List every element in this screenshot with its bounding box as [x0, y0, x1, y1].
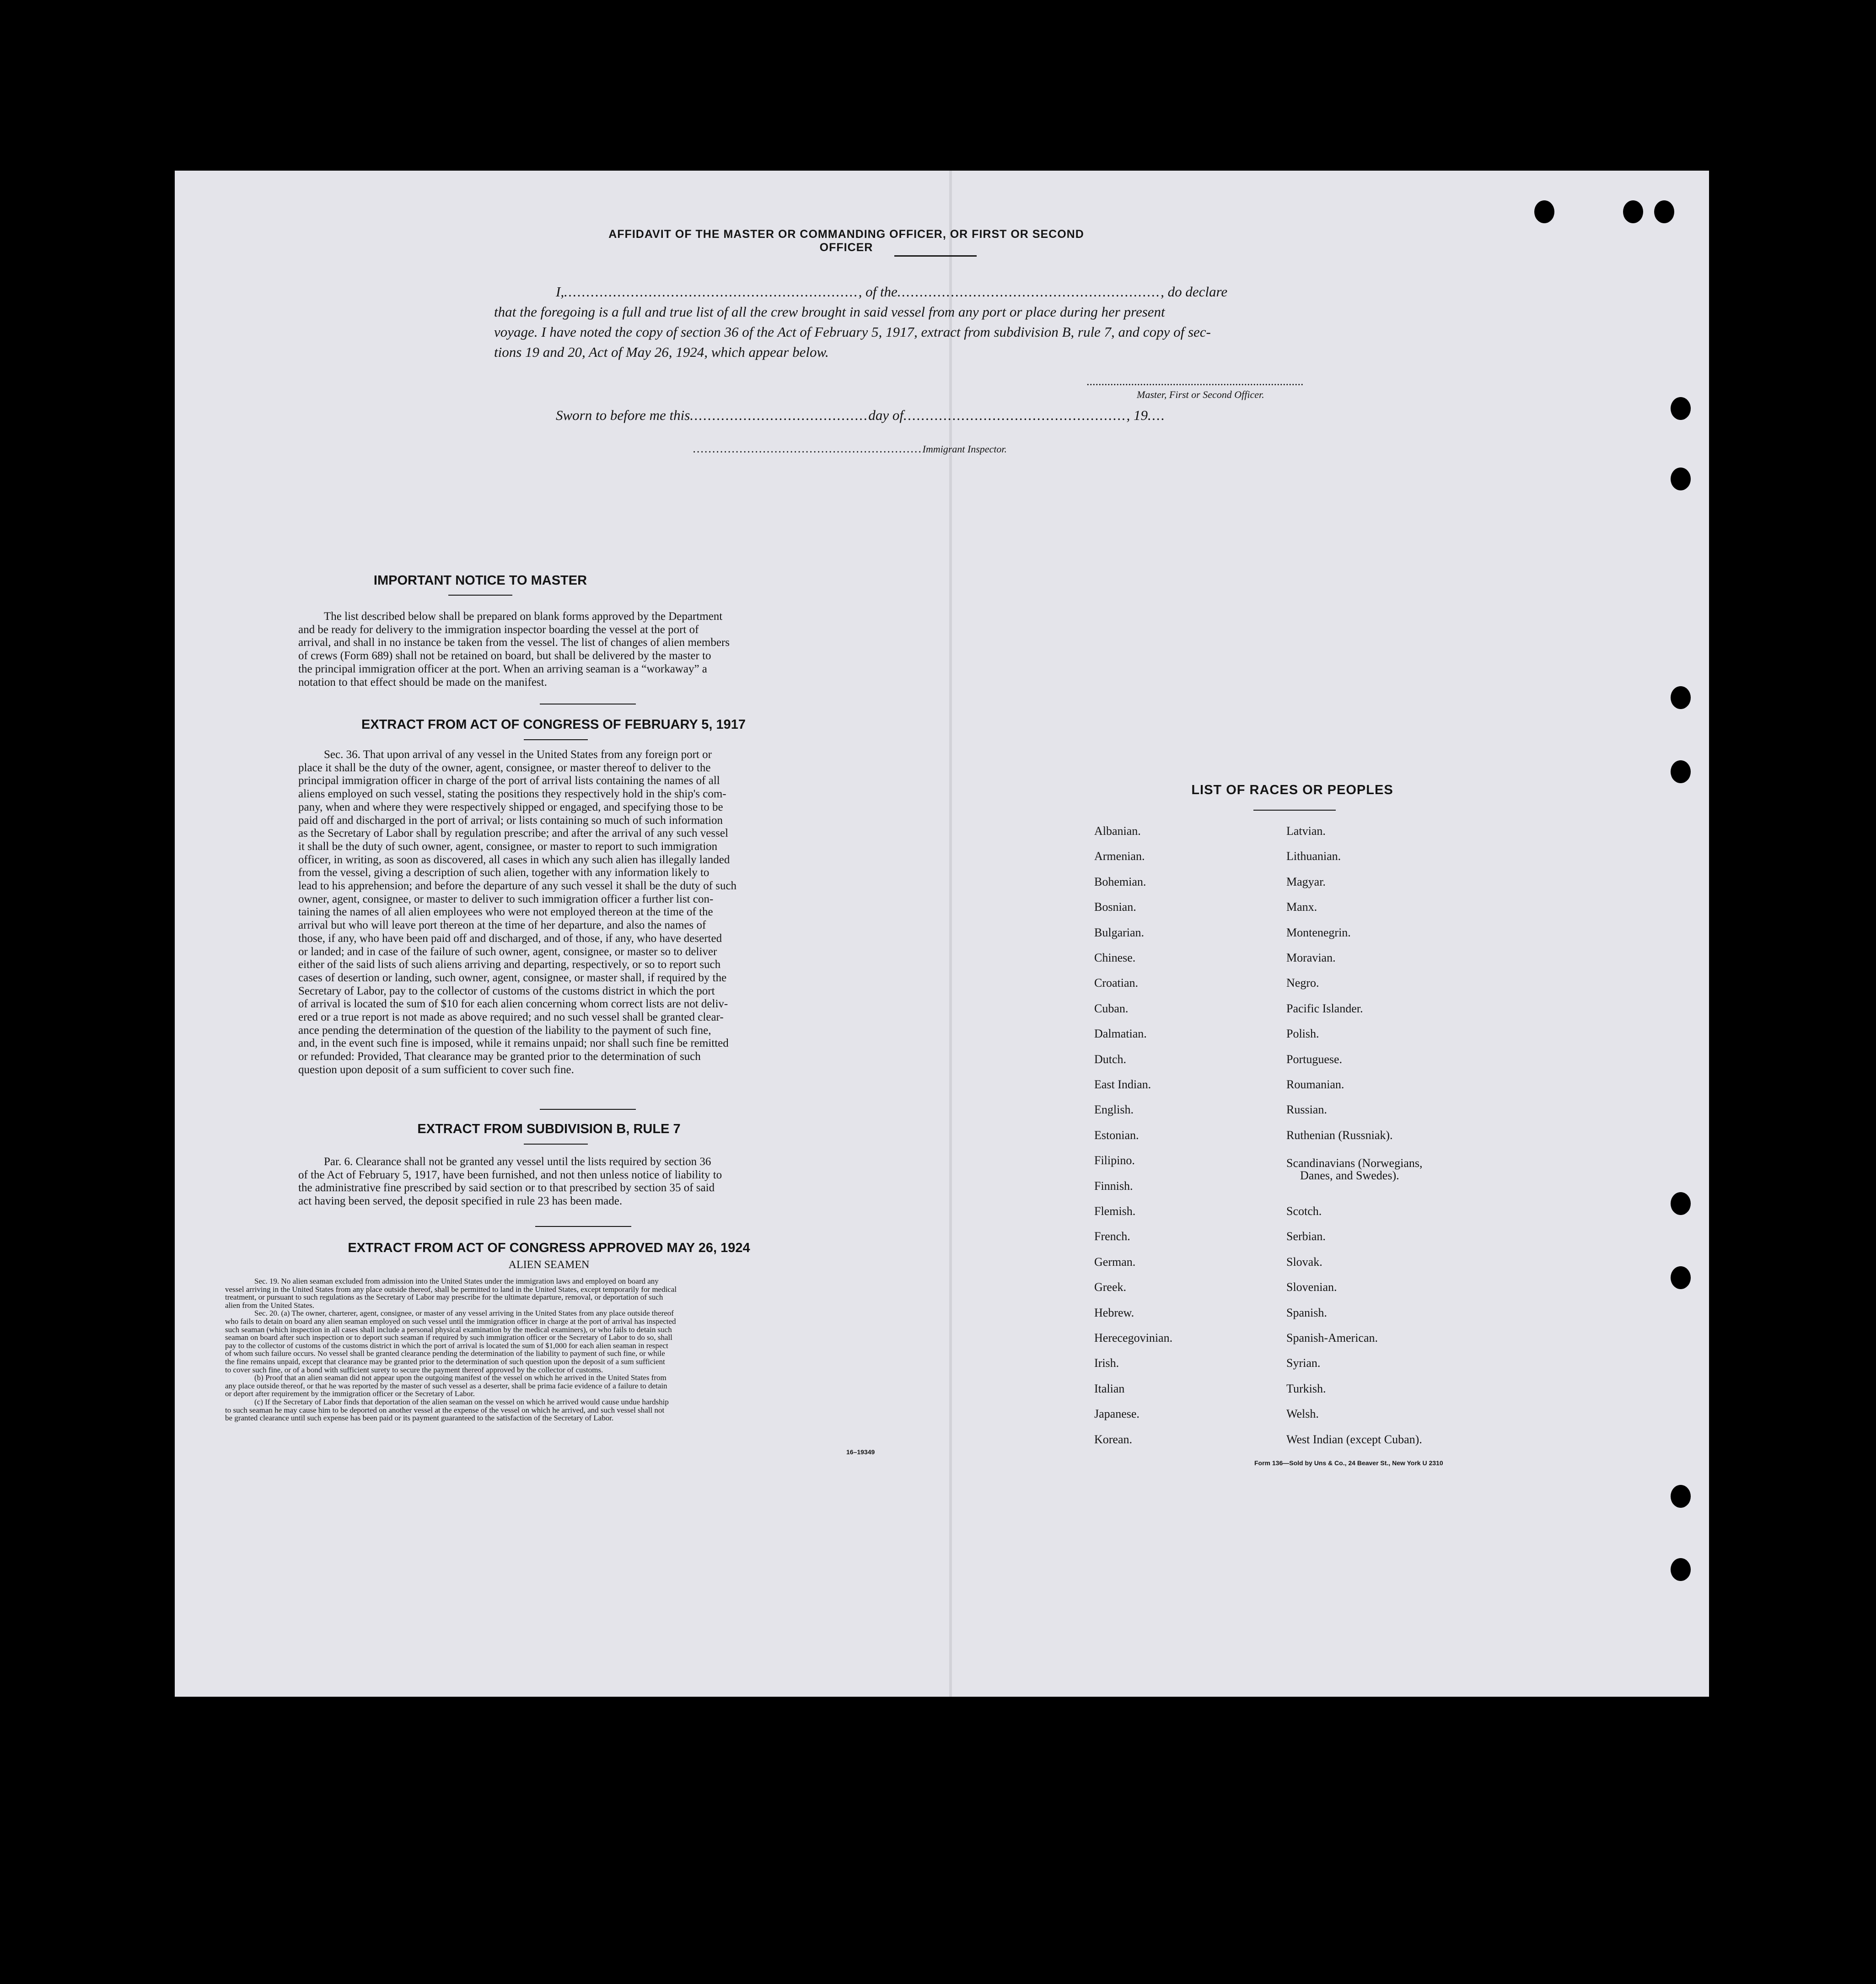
race-item: Montenegrin.	[1286, 925, 1351, 939]
binder-hole	[1671, 1558, 1691, 1581]
act-1917-line: question upon deposit of a sum sufficient to cover such fine.	[298, 1063, 574, 1076]
inspector-signature-blank: ...........................................................	[693, 442, 923, 455]
race-item: Bohemian.	[1094, 875, 1146, 888]
act-1917-line: it shall be the duty of such owner, agent, consignee, or master to report to such immigration	[298, 840, 718, 853]
race-item: Japanese.	[1094, 1407, 1140, 1421]
binder-hole	[1534, 200, 1554, 223]
race-item: Dalmatian.	[1094, 1027, 1147, 1041]
race-item: Welsh.	[1286, 1407, 1319, 1421]
act-1924-line: any place outside thereof, or that he was reported by the master of such vessel as a deserter, shall be prima facie evidence of a failure to detain	[225, 1381, 667, 1390]
page-fold	[949, 171, 952, 1697]
declare-text: , do declare	[1161, 284, 1228, 300]
act-1917-line: or landed; and in case of the failure of such owner, agent, consignee, or master so to deliver	[298, 945, 717, 958]
affidavit-title: AFFIDAVIT OF THE MASTER OR COMMANDING OFFICER, OR FIRST OR SECOND OFFICER	[608, 228, 1084, 254]
form-code: 16–19349	[846, 1448, 875, 1456]
race-item: Manx.	[1286, 900, 1317, 914]
section-divider	[535, 1226, 631, 1227]
race-item: Hebrew.	[1094, 1306, 1134, 1319]
race-item: Russian.	[1286, 1103, 1327, 1117]
race-item: Spanish-American.	[1286, 1331, 1378, 1344]
vessel-position-blank: ...........................................................	[897, 284, 1161, 300]
year-prefix: , 19	[1126, 407, 1148, 423]
binder-hole	[1671, 686, 1691, 709]
race-item: German.	[1094, 1255, 1136, 1269]
rule-7-line: act having been served, the deposit specified in rule 23 has been made.	[298, 1195, 623, 1208]
notice-line: and be ready for delivery to the immigration inspector boarding the vessel at the port of	[298, 623, 699, 636]
inspector-label: Immigrant Inspector.	[922, 443, 1007, 455]
declaration-line-1	[556, 282, 1227, 302]
act-1917-line: officer, in writing, as soon as discovered, all cases in which any such alien has illegally landed	[298, 853, 730, 866]
race-item: East Indian.	[1094, 1078, 1151, 1091]
race-item: Herecegovinian.	[1094, 1331, 1173, 1344]
act-1924-line: to cover such fine, or of a bond with sufficient surety to secure the payment thereof approved by the collector of customs.	[225, 1365, 603, 1374]
race-item: Slovenian.	[1286, 1280, 1337, 1294]
declarant-prefix: I,	[556, 284, 564, 300]
act-1924-line: of whom such failure occurs. No vessel shall be granted clearance pending the determination of the liability to payment of such fine, or while	[225, 1349, 665, 1358]
race-item: West Indian (except Cuban).	[1286, 1432, 1422, 1446]
race-item: Pacific Islander.	[1286, 1001, 1363, 1015]
inspector-line	[693, 442, 1007, 456]
act-1917-line: ance pending the determination of the question of the liability to the payment of such fine,	[298, 1024, 711, 1037]
act-1917-title: EXTRACT FROM ACT OF CONGRESS OF FEBRUARY 5, 1917	[361, 717, 746, 732]
binder-hole	[1671, 468, 1691, 490]
master-signature-line: .........................................................................	[1086, 375, 1304, 388]
notice-text	[298, 610, 813, 689]
race-item: Irish.	[1094, 1356, 1119, 1370]
title-underline	[894, 255, 977, 257]
sworn-day-blank: ........................................	[690, 407, 869, 423]
race-item: Magyar.	[1286, 875, 1326, 888]
act-1917-line: ered or a true report is not made as above required; and no such vessel shall be granted clear-	[298, 1011, 724, 1024]
act-1924-line: (c) If the Secretary of Labor finds that deportation of the alien seaman on the vessel on which he arrived would cause undue hardship	[254, 1397, 669, 1406]
act-1917-text	[298, 748, 813, 1077]
act-1917-line: aliens employed on such vessel, stating the positions they respectively hold in the ship's com-	[298, 788, 726, 801]
race-item: Polish.	[1286, 1027, 1319, 1041]
declaration-line-4: tions 19 and 20, Act of May 26, 1924, which appear below.	[494, 344, 829, 360]
binder-hole	[1671, 397, 1691, 420]
notice-title: IMPORTANT NOTICE TO MASTER	[373, 573, 587, 588]
act-1924-title: EXTRACT FROM ACT OF CONGRESS APPROVED MAY 26, 1924	[348, 1241, 750, 1255]
rule-7-line: Par. 6. Clearance shall not be granted any vessel until the lists required by section 36	[324, 1156, 711, 1168]
rule-7-title-rule	[524, 1144, 588, 1145]
act-1924-line: be granted clearance until such expense has been paid or its payment guaranteed to the satisfaction of the Secretary of Labor.	[225, 1414, 614, 1423]
race-item: Albanian.	[1094, 824, 1141, 838]
declaration-line-3: voyage. I have noted the copy of section 36 of the Act of February 5, 1917, extract from subdivision B, rule 7, and copy of sec-	[494, 324, 1211, 340]
race-item: Korean.	[1094, 1432, 1133, 1446]
act-1924-text	[225, 1277, 882, 1422]
act-1917-line: or refunded: Provided, That clearance may be granted prior to the determination of such	[298, 1050, 701, 1063]
race-item: English.	[1094, 1103, 1134, 1117]
act-1924-line: alien from the United States.	[225, 1301, 314, 1310]
race-item: Armenian.	[1094, 850, 1145, 863]
notice-line: of crews (Form 689) shall not be retained on board, but shall be delivered by the master to	[298, 650, 711, 662]
act-1917-line: as the Secretary of Labor shall by regulation prescribe; and after the arrival of any such vessel	[298, 827, 728, 840]
race-item: Serbian.	[1286, 1230, 1326, 1243]
rule-7-line: the administrative fine prescribed by said section or to that prescribed by section 35 of said	[298, 1182, 715, 1194]
race-item: Dutch.	[1094, 1052, 1127, 1066]
race-item: Greek.	[1094, 1280, 1127, 1294]
declaration-line-2: that the foregoing is a full and true list of all the crew brought in said vessel from any port or place during her present	[494, 304, 1165, 320]
act-1924-line: treatment, or pursuant to such regulations as the Secretary of Labor may prescribe for the ultimate departure, removal, or deportation of such	[225, 1293, 663, 1302]
race-item: Turkish.	[1286, 1382, 1326, 1395]
binder-hole	[1623, 200, 1643, 223]
race-item: Spanish.	[1286, 1306, 1327, 1319]
act-1924-line: to such seaman he may cause him to be deported on another vessel at the expense of the vessel on which he arrived, and such vessel shall not	[225, 1405, 665, 1414]
race-item: Ruthenian (Russniak).	[1286, 1128, 1393, 1142]
race-item: Finnish.	[1094, 1179, 1133, 1193]
act-1917-line: those, if any, who have been paid off and discharged, and of those, if any, who have deserted	[298, 932, 722, 945]
act-1924-line: Sec. 19. No alien seaman excluded from admission into the United States under the immigration laws and employed on board any	[254, 1277, 659, 1285]
notice-line: notation to that effect should be made on the manifest.	[298, 676, 547, 688]
sworn-year-blank: ....	[1147, 407, 1166, 423]
binder-hole	[1671, 760, 1691, 783]
race-item: Roumanian.	[1286, 1078, 1344, 1091]
race-item: Croatian.	[1094, 976, 1139, 990]
act-1917-line: Secretary of Labor, pay to the collector of customs of the customs district in which the port	[298, 984, 715, 997]
sworn-month-blank: ..................................................	[903, 407, 1127, 423]
race-item: Chinese.	[1094, 951, 1136, 964]
race-item: Syrian.	[1286, 1356, 1321, 1370]
form-footer: Form 136—Sold by Uns & Co., 24 Beaver St., New York U 2310	[1254, 1459, 1443, 1467]
act-1917-line: of arrival is located the sum of $10 for each alien concerning whom correct lists are not deliv-	[298, 998, 728, 1011]
notice-line: the principal immigration officer at the port. When an arriving seaman is a “workaway” a	[298, 662, 707, 675]
act-1924-line: pay to the collector of customs of the customs district in which the port of arrival is located the sum of $1,000 for each alien seaman in respect	[225, 1341, 668, 1350]
race-item: Scandinavians (Norwegians,	[1286, 1156, 1423, 1170]
act-1917-line: taining the names of all alien employees who were not employed thereon at the time of the	[298, 906, 713, 919]
race-item: Cuban.	[1094, 1001, 1129, 1015]
sworn-text: Sworn to before me this	[556, 407, 690, 423]
act-1924-line: who fails to detain on board any alien seaman employed on such vessel until the immigration officer in charge at the port of arrival has inspected	[225, 1317, 676, 1326]
act-1917-line: owner, agent, consignee, or master to deliver to such immigration officer a further list con-	[298, 893, 714, 905]
rule-7-text	[298, 1156, 813, 1208]
act-1924-line: Sec. 20. (a) The owner, charterer, agent, consignee, or master of any vessel arriving in the United States from any place outside thereof	[254, 1309, 674, 1318]
act-1924-line: (b) Proof that an alien seaman did not appear upon the outgoing manifest of the vessel on which he arrived in the United States from	[254, 1373, 667, 1382]
act-1917-line: cases of desertion or landing, such owner, agent, consignee, or master shall, if required by the	[298, 971, 727, 984]
act-1917-title-rule	[524, 739, 588, 740]
section-divider	[540, 1109, 636, 1110]
race-item: Negro.	[1286, 976, 1319, 990]
act-1917-line: arrival but who will leave port thereon at the time of her departure, and also the names of	[298, 919, 706, 932]
race-item: Slovak.	[1286, 1255, 1322, 1269]
race-item: Lithuanian.	[1286, 850, 1341, 863]
act-1924-line: or deport after requirement by the immigration officer or the Secretary of Labor.	[225, 1389, 475, 1398]
binder-hole	[1671, 1266, 1691, 1289]
master-signature-label: Master, First or Second Officer.	[1137, 389, 1264, 400]
act-1917-line: paid off and discharged in the port of arrival; or lists containing so much of such information	[298, 814, 723, 827]
races-title: LIST OF RACES OR PEOPLES	[1191, 783, 1393, 797]
day-of-text: day of	[868, 407, 903, 423]
act-1917-line: and, in the event such fine is imposed, while it remains unpaid; nor shall such fine be remitted	[298, 1037, 729, 1050]
race-item: Italian	[1094, 1382, 1125, 1395]
act-1917-line: pany, when and where they were respectively shipped or engaged, and specifying those to be	[298, 801, 723, 813]
races-title-rule	[1253, 810, 1336, 811]
race-item: Flemish.	[1094, 1204, 1136, 1218]
race-item: Estonian.	[1094, 1128, 1139, 1142]
race-item: Danes, and Swedes).	[1300, 1169, 1399, 1183]
act-1924-line: the fine remains unpaid, except that clearance may be granted prior to the determination of such question upon the deposit of a sum sufficient	[225, 1357, 665, 1366]
race-item: Scotch.	[1286, 1204, 1322, 1218]
act-1924-subtitle: ALIEN SEAMEN	[508, 1259, 590, 1271]
race-item: Latvian.	[1286, 824, 1326, 838]
act-1917-line: from the vessel, giving a description of such alien, together with any information likely to	[298, 866, 710, 879]
race-item: French.	[1094, 1230, 1130, 1243]
race-item: Portuguese.	[1286, 1052, 1343, 1066]
rule-7-line: of the Act of February 5, 1917, have been furnished, and not then unless notice of liability to	[298, 1168, 722, 1181]
sworn-line	[556, 405, 1166, 425]
race-item: Bosnian.	[1094, 900, 1136, 914]
of-the-text: , of the	[858, 284, 898, 300]
race-item: Moravian.	[1286, 951, 1336, 964]
act-1917-line: either of the said lists of such aliens arriving and departing, respectively, or so to report such	[298, 958, 721, 971]
act-1917-line: lead to his apprehension; and before the departure of any such vessel it shall be the duty of such	[298, 880, 737, 893]
act-1924-line: seaman on board after such inspection or to deport such seaman if required by such immigration officer or the Secretary of Labor to do so, shall	[225, 1333, 672, 1342]
act-1924-line: vessel arriving in the United States from any place outside thereof, shall be permitted to land in the United States, except temporarily for medical	[225, 1285, 677, 1294]
declarant-name-blank: ..................................................................	[564, 284, 859, 300]
notice-title-rule	[448, 595, 512, 596]
act-1917-line: Sec. 36. That upon arrival of any vessel in the United States from any foreign port or	[324, 748, 712, 761]
race-item: Bulgarian.	[1094, 925, 1145, 939]
binder-hole	[1671, 1485, 1691, 1508]
race-item: Filipino.	[1094, 1154, 1135, 1167]
act-1917-line: principal immigration officer in charge of the port of arrival lists containing the names of all	[298, 774, 720, 787]
binder-hole	[1671, 1192, 1691, 1215]
rule-7-title: EXTRACT FROM SUBDIVISION B, RULE 7	[417, 1122, 681, 1136]
act-1917-line: place it shall be the duty of the owner, agent, consignee, or master thereof to deliver to the	[298, 761, 711, 774]
notice-line: The list described below shall be prepared on blank forms approved by the Department	[324, 610, 723, 623]
act-1924-line: such seaman (which inspection in all cases shall include a personal physical examination by the medical examiners), or who fails to detain such	[225, 1325, 672, 1334]
notice-line: arrival, and shall in no instance be taken from the vessel. The list of changes of alien members	[298, 636, 730, 649]
binder-hole	[1654, 200, 1674, 223]
